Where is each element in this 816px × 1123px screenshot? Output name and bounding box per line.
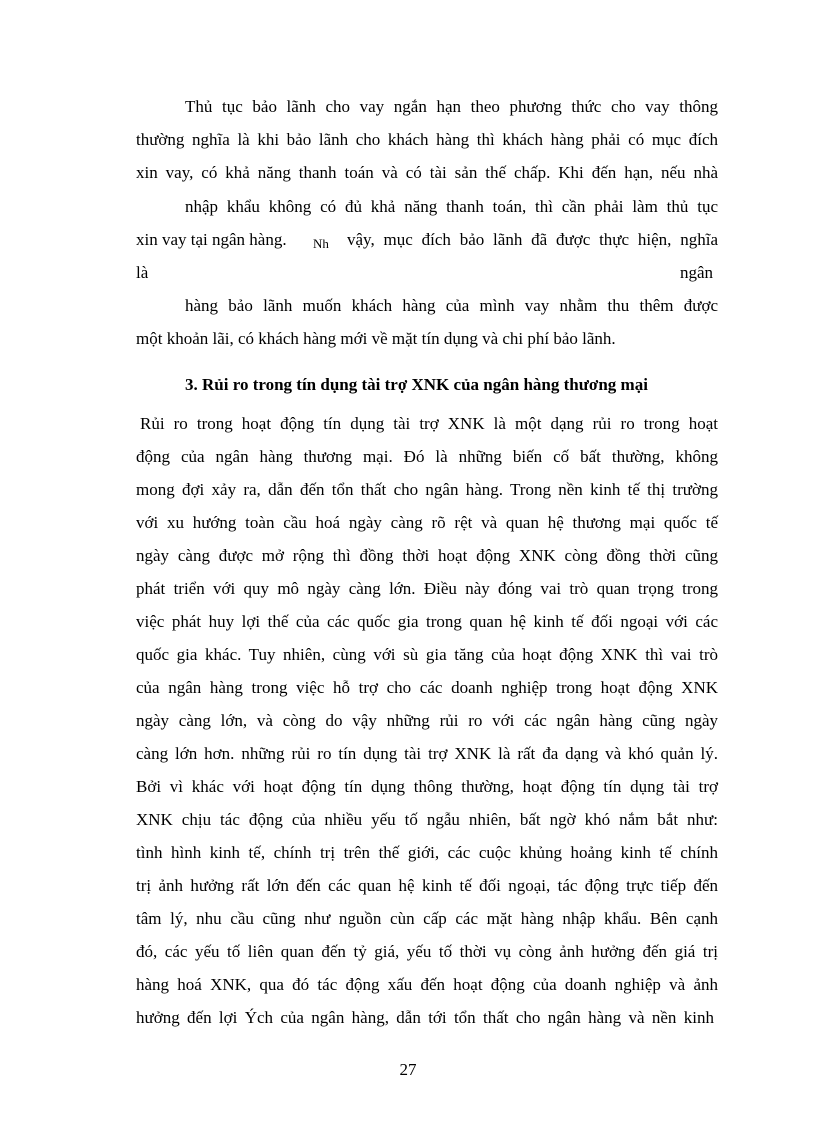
- paragraph-line: trị ảnh hưởng rất lớn đến các quan hệ kinh tế đối ngoại, tác động trực tiếp đến: [136, 876, 718, 895]
- paragraph-line: ngày càng được mở rộng thì đồng thời hoạt động XNK còng đồng thời cũng: [136, 546, 718, 565]
- paragraph-line: Thủ tục bảo lãnh cho vay ngắn hạn theo phương thức cho vay thông: [185, 97, 718, 116]
- paragraph-line: một khoản lãi, có khách hàng mới về mặt tín dụng và chi phí bảo lãnh.: [136, 329, 616, 348]
- paragraph-line: động của ngân hàng thương mại. Đó là những biến cố bất thường, không: [136, 447, 718, 466]
- page-number: 27: [399, 1060, 417, 1079]
- paragraph-line: càng lớn hơn. những rủi ro tín dụng tài trợ XNK là rất đa dạng và khó quản lý.: [136, 744, 718, 763]
- paragraph-line: ngày càng lớn, và còng do vậy những rủi ro với các ngân hàng cũng ngày: [136, 711, 718, 730]
- paragraph-line: hàng hoá XNK, qua đó tác động xấu đến hoạt động của doanh nghiệp và ảnh: [136, 975, 718, 994]
- section-heading: 3. Rủi ro trong tín dụng tài trợ XNK của ngân hàng thương mại: [185, 375, 648, 394]
- paragraph-line: vậy, mục đích bảo lãnh đã được thực hiện, nghĩa: [347, 230, 718, 249]
- paragraph-line: phát triển với quy mô ngày càng lớn. Điều này đóng vai trò quan trọng trong: [136, 579, 718, 598]
- paragraph-line: Bởi vì khác với hoạt động tín dụng thông thường, hoạt động tín dụng tài trợ: [136, 777, 718, 796]
- paragraph-line: mong đợi xảy ra, dẫn đến tổn thất cho ngân hàng. Trong nền kinh tế thị trường: [136, 480, 718, 499]
- paragraph-line: của ngân hàng trong việc hỗ trợ cho các doanh nghiệp trong hoạt động XNK: [136, 678, 718, 697]
- paragraph-line: XNK chịu tác động của nhiều yếu tố ngẫu nhiên, bất ngờ khó nắm bắt như:: [136, 810, 718, 829]
- paragraph-line: tâm lý, nhu cầu cũng như nguồn cùn cấp các mặt hàng nhập khẩu. Bên cạnh: [136, 909, 718, 928]
- paragraph-line: với xu hướng toàn cầu hoá ngày càng rõ rệt và quan hệ thương mại quốc tế: [136, 513, 718, 532]
- paragraph-line: nhập khẩu không có đủ khả năng thanh toán, thì cần phải làm thủ tục: [185, 197, 718, 216]
- paragraph-line: xin vay, có khả năng thanh toán và có tài sản thế chấp. Khi đến hạn, nếu nhà: [136, 163, 718, 182]
- paragraph-line: là: [136, 263, 149, 282]
- paragraph-line: quốc gia khác. Tuy nhiên, cùng với sù gia tăng của hoạt động XNK thì vai trò: [136, 645, 718, 664]
- paragraph-line: hàng bảo lãnh muốn khách hàng của mình vay nhằm thu thêm được: [185, 296, 718, 315]
- paragraph-line: đó, các yếu tố liên quan đến tỷ giá, yếu tố thời vụ còng ảnh hưởng đến giá trị: [136, 942, 718, 961]
- paragraph-line: xin vay tại ngân hàng.: [136, 230, 287, 249]
- paragraph-line: ngân: [680, 263, 714, 282]
- paragraph-line: Rủi ro trong hoạt động tín dụng tài trợ XNK là một dạng rủi ro trong hoạt: [140, 414, 718, 433]
- paragraph-line: thường nghĩa là khi bảo lãnh cho khách hàng thì khách hàng phải có mục đích: [136, 130, 718, 149]
- paragraph-line: hưởng đến lợi Ých của ngân hàng, dẫn tới tổn thất cho ngân hàng và nền kinh: [136, 1008, 714, 1027]
- paragraph-line: tình hình kinh tế, chính trị trên thế giới, các cuộc khủng hoảng kinh tế chính: [136, 843, 718, 862]
- paragraph-fragment-small: Nh: [313, 236, 329, 251]
- paragraph-line: việc phát huy lợi thế của các quốc gia trong quan hệ kinh tế đối ngoại với các: [136, 612, 718, 631]
